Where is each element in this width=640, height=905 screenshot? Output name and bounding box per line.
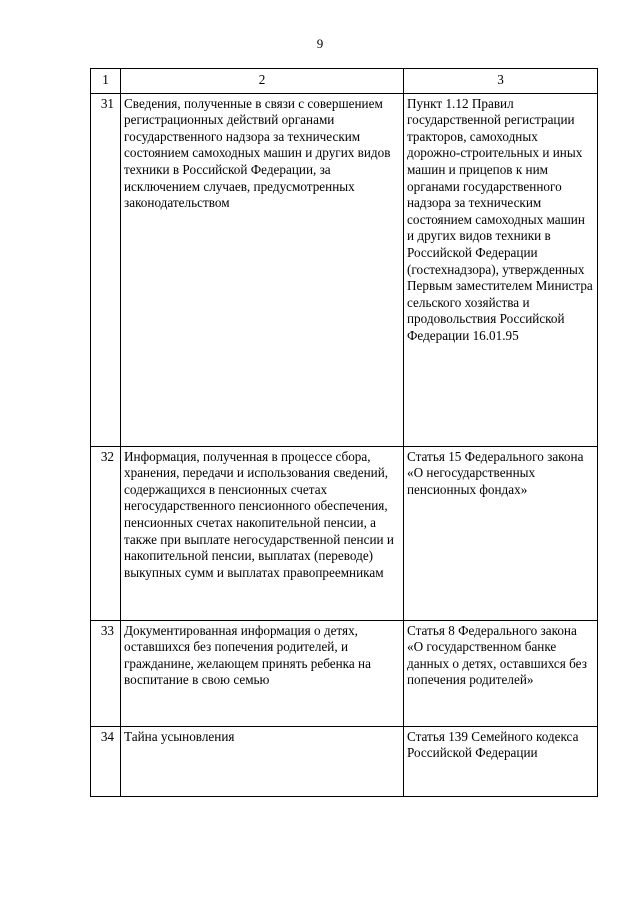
document-table xyxy=(90,68,598,797)
row-description: Документированная информация о детях, оставшихся без попечения родителей, и гражданине, желающем принять ребенка на воспитание в свою семью xyxy=(121,620,404,726)
row-number: 33 xyxy=(91,620,121,726)
row-number: 34 xyxy=(91,726,121,796)
row-legal-basis: Статья 15 Федерального закона «О негосударственных пенсионных фондах» xyxy=(404,446,598,620)
column-header-1: 1 xyxy=(91,69,121,94)
table-row xyxy=(91,726,598,796)
table-header-row xyxy=(91,69,598,94)
row-legal-basis: Статья 8 Федерального закона «О государственном банке данных о детях, оставшихся без попечения родителей» xyxy=(404,620,598,726)
row-description: Сведения, полученные в связи с совершением регистрационных действий органами государственного надзора за техническим состоянием самоходных машин и других видов техники в Российской Федерации, за исключением случаев, предусмотренных законодательством xyxy=(121,93,404,446)
column-header-2: 2 xyxy=(121,69,404,94)
row-legal-basis: Пункт 1.12 Правил государственной регистрации тракторов, самоходных дорожно-строительных и иных машин и прицепов к ним органами государственного надзора за техническим состоянием самоходных машин и других видов техники в Российской Федерации (гостехнадзора), утвержденных Первым заместителем Министра сельского хозяйства и продовольствия Российской Федерации 16.01.95 xyxy=(404,93,598,446)
row-description: Информация, полученная в процессе сбора, хранения, передачи и использования сведений, содержащихся в пенсионных счетах негосударственного пенсионного обеспечения, пенсионных счетах накопительной пенсии, а также при выплате негосударственной пенсии и накопительной пенсии, выплатах (переводе) выкупных сумм и выплатах правопреемникам xyxy=(121,446,404,620)
row-number: 31 xyxy=(91,93,121,446)
table-row xyxy=(91,620,598,726)
table-row xyxy=(91,93,598,446)
table-row xyxy=(91,446,598,620)
page-number: 9 xyxy=(316,36,324,51)
row-description: Тайна усыновления xyxy=(121,726,404,796)
column-header-3: 3 xyxy=(404,69,598,94)
row-legal-basis: Статья 139 Семейного кодекса Российской Федерации xyxy=(404,726,598,796)
row-number: 32 xyxy=(91,446,121,620)
